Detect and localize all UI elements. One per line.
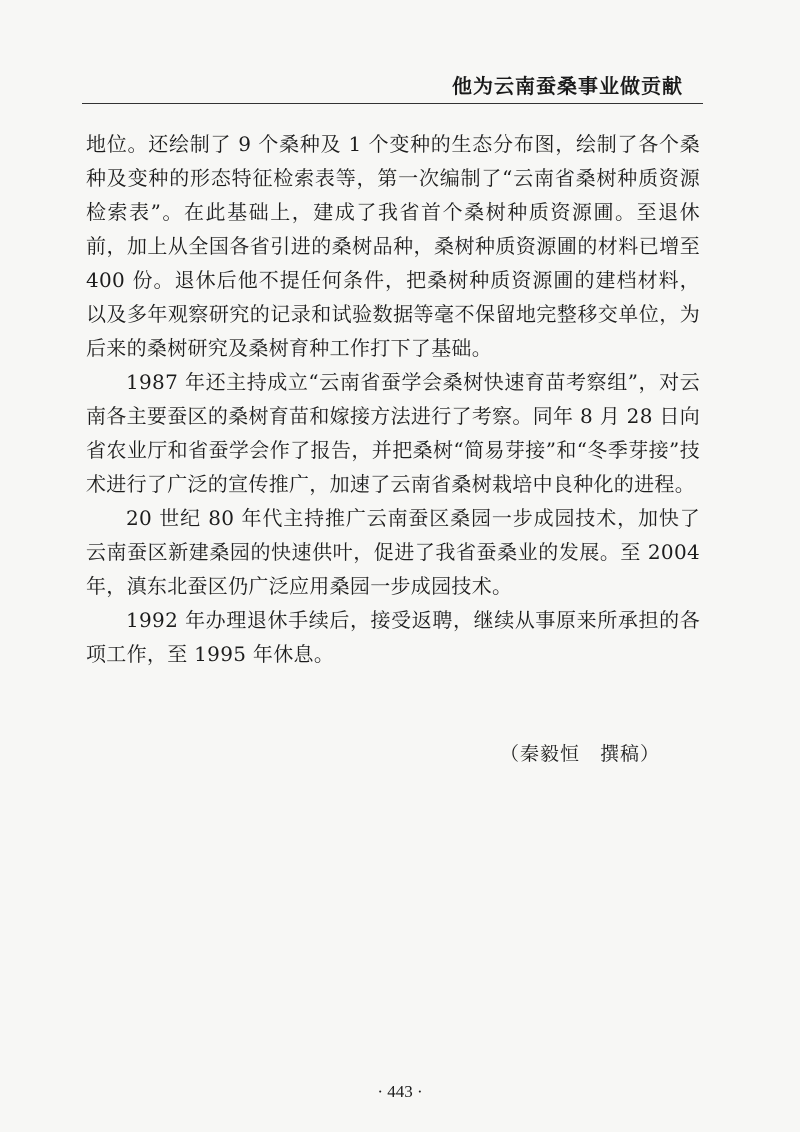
author-signature: （秦毅恒 撰稿） (499, 743, 660, 765)
paragraph-1980s: 20 世纪 80 年代主持推广云南蚕区桑园一步成园技术，加快了云南蚕区新建桑园的快速供叶，促进了我省蚕桑业的发展。至 2004 年，滇东北蚕区仍广泛应用桑园一步成园技术。 (86, 506, 700, 598)
paragraph-1987: 1987 年还主持成立“云南省蚕学会桑树快速育苗考察组”，对云南各主要蚕区的桑树育苗和嫁接方法进行了考察。同年 8 月 28 日向省农业厅和省蚕学会作了报告，并把桑树“简易芽接”和“冬季芽接”技术进行了广泛的宣传推广，加速了云南省桑树栽培中良种化的进程。 (86, 370, 700, 496)
running-header-title: 他为云南蚕桑事业做贡献 (452, 74, 683, 98)
header-rule (82, 103, 703, 104)
page-number: · 443 · (377, 1082, 423, 1101)
article-body (86, 127, 700, 671)
paragraph-1992: 1992 年办理退休手续后，接受返聘，继续从事原来所承担的各项工作，至 1995 年休息。 (86, 608, 700, 666)
paragraph-continuation: 地位。还绘制了 9 个桑种及 1 个变种的生态分布图，绘制了各个桑种及变种的形态特征检索表等，第一次编制了“云南省桑树种质资源检索表”。在此基础上，建成了我省首个桑树种质资源圃。至退休前，加上从全国各省引进的桑树品种，桑树种质资源圃的材料已增至 400 份。退休后他不提任何条件，把桑树种质资源圃的建档材料，以及多年观察研究的记录和试验数据等毫不保留地完整移交单位，为后来的桑树研究及桑树育种工作打下了基础。 (86, 132, 700, 360)
